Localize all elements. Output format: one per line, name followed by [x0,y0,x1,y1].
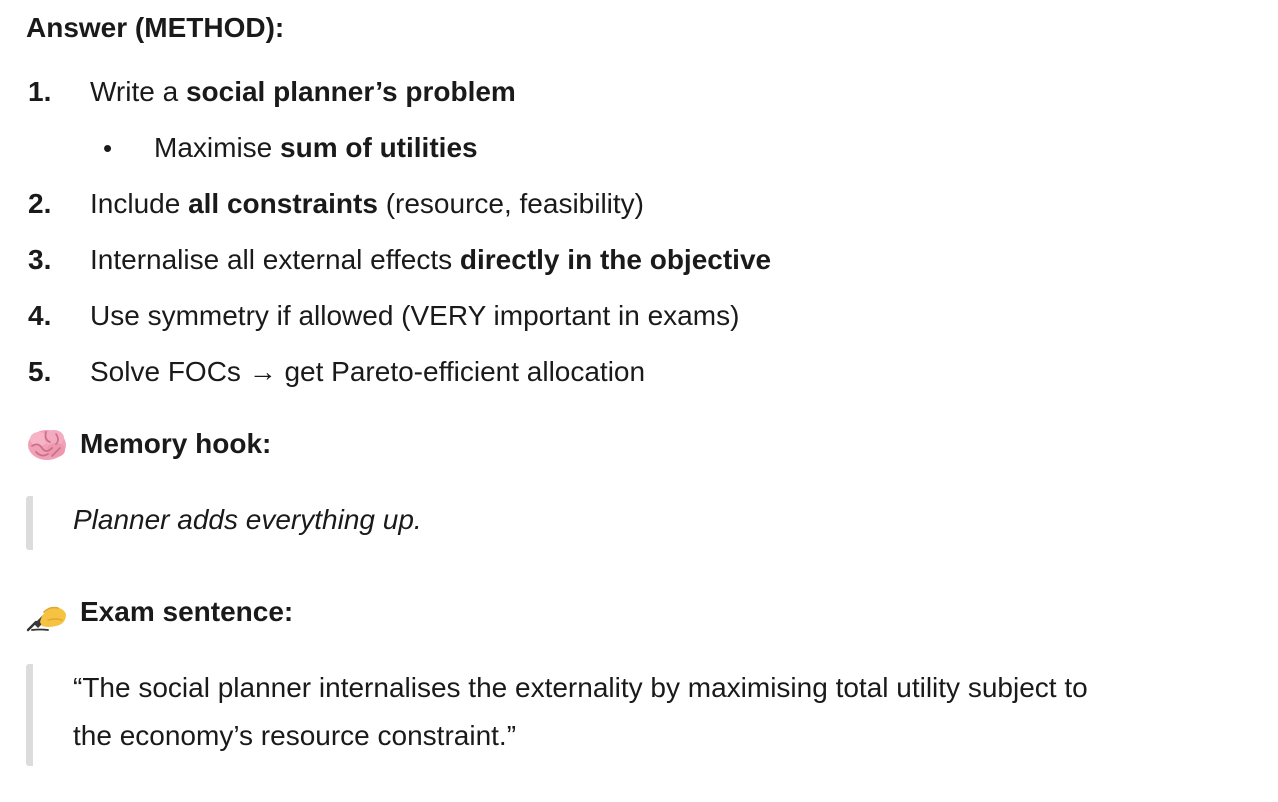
exam-sentence-line-1: “The social planner internalises the externality by maximising total utility subject to [73,672,1088,703]
step-number: 2. [28,188,52,219]
step-text [90,184,644,224]
step-text-bold: all constraints [188,188,378,219]
memory-hook-quote-text: Planner adds everything up. [73,504,422,535]
answer-heading: Answer (METHOD): [26,12,285,43]
exam-sentence-quote [26,664,1273,766]
list-item-step-5 [0,352,1278,392]
writing-hand-icon [26,592,68,632]
list-item-step-3 [0,240,1278,280]
step-text-regular: Internalise all external effects [90,244,460,275]
step-text [90,240,771,280]
step-text-suffix: (resource, feasibility) [377,188,645,219]
step-text-bold: social planner’s problem [185,76,516,107]
step-text-regular: Include [90,188,189,219]
step-number: 1. [28,76,52,107]
step-number: 3. [28,244,52,275]
step-text [90,72,516,112]
exam-sentence-heading [26,592,293,632]
step-text-regular: Write a [90,76,186,107]
step-text [90,296,739,336]
step-text-regular: Use symmetry if allowed (VERY important in exams) [90,300,740,331]
exam-sentence-label: Exam sentence: [80,596,294,627]
list-item-step-1 [0,72,1278,112]
memory-hook-label: Memory hook: [80,428,272,459]
brain-icon [26,424,68,464]
memory-hook-heading [26,424,271,464]
memory-hook-quote [26,496,1253,550]
list-item-step-2 [0,184,1278,224]
step-number: 5. [28,356,52,387]
exam-sentence-line-2: the economy’s resource constraint.” [73,720,517,751]
list-item-step-4 [0,296,1278,336]
sub-bullet-text [154,128,478,168]
bullet-marker: • [103,133,113,163]
step-text-bold: directly in the objective [459,244,772,275]
step-text-regular: Solve FOCs → get Pareto-efficient allocation [90,356,646,387]
sub-bullet-regular: Maximise [154,132,281,163]
step-number: 4. [28,300,52,331]
step-text [90,352,645,392]
list-item-sub-bullet [0,128,1278,168]
sub-bullet-bold: sum of utilities [280,132,478,163]
